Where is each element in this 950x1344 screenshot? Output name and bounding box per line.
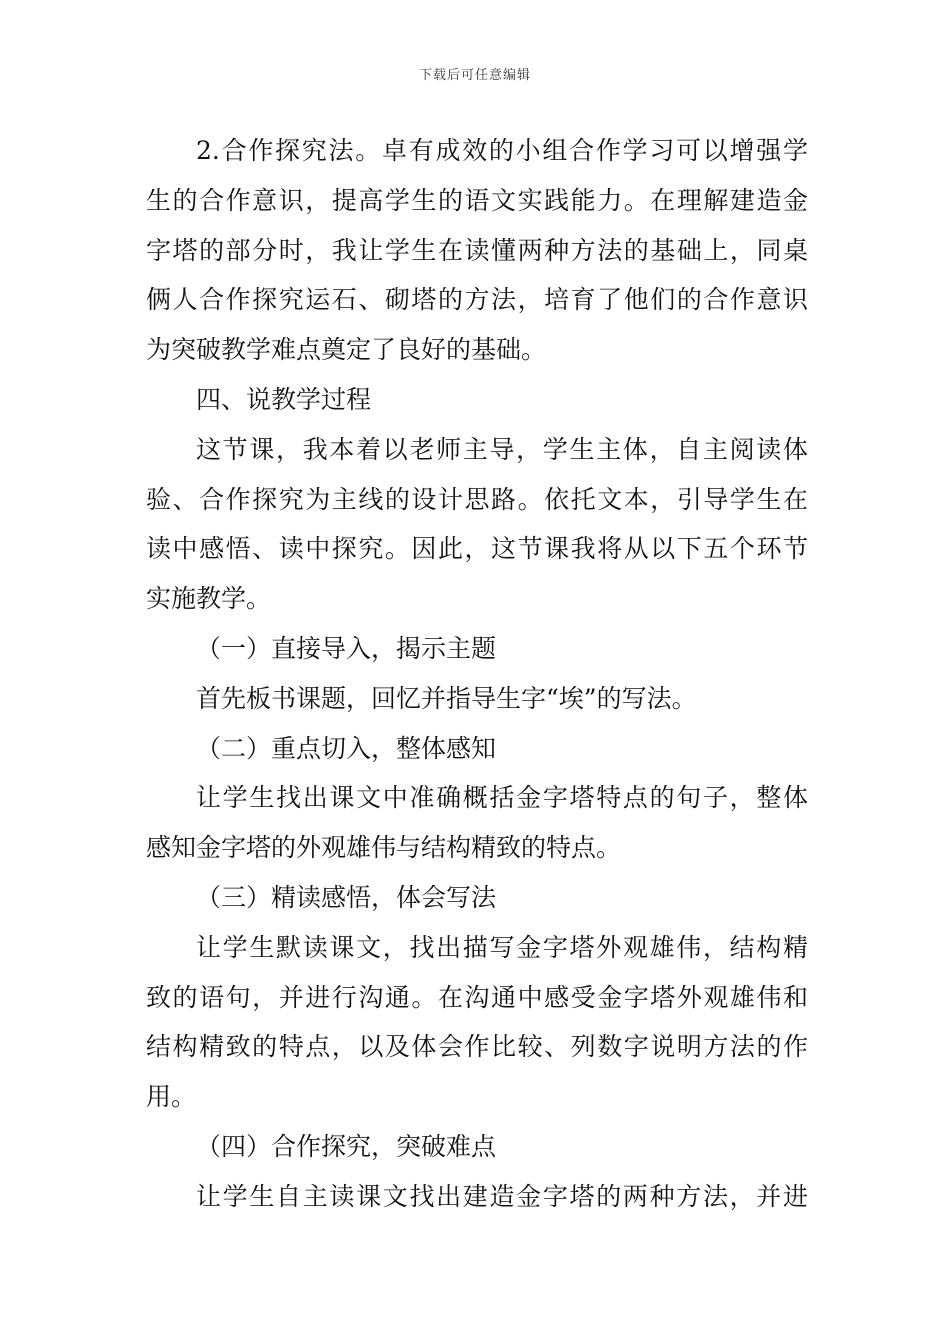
text-line: 让学生默读课文，找出描写金字塔外观雄伟，结构精 [196, 932, 808, 962]
text-line: 致的语句，并进行沟通。在沟通中感受金字塔外观雄伟和 [146, 982, 808, 1012]
text-line: 让学生自主读课文找出建造金字塔的两种方法，并进 [196, 1181, 808, 1211]
text-line: （三）精读感悟，体会写法 [196, 882, 497, 912]
text-line: 用。 [146, 1082, 197, 1112]
text-line: 读中感悟、读中探究。因此，这节课我将从以下五个环节 [146, 534, 808, 564]
text-line: 2.合作探究法。卓有成效的小组合作学习可以增强学 [196, 136, 808, 165]
text-line: （二）重点切入，整体感知 [196, 733, 497, 763]
text-line: 结构精致的特点，以及体会作比较、列数字说明方法的作 [146, 1032, 808, 1062]
page-header: 下载后可任意编辑 [418, 68, 531, 83]
text-line: （四）合作探究，突破难点 [196, 1131, 497, 1161]
text-line: 验、合作探究为主线的设计思路。依托文本，引导学生在 [146, 484, 808, 514]
text-line: 让学生找出课文中准确概括金字塔特点的句子，整体 [196, 783, 808, 813]
text-line: （一）直接导入，揭示主题 [196, 633, 497, 663]
text-line: 俩人合作探究运石、砌塔的方法，培育了他们的合作意识 [146, 285, 808, 315]
text-line: 实施教学。 [146, 584, 272, 614]
text-line: 首先板书课题，回忆并指导生字“埃”的写法。 [196, 683, 697, 713]
text-line: 为突破教学难点奠定了良好的基础。 [146, 335, 547, 365]
document-body [146, 126, 808, 1222]
text-line: 四、说教学过程 [196, 384, 372, 414]
text-line: 这节课，我本着以老师主导，学生主体，自主阅读体 [196, 434, 808, 464]
text-line: 感知金字塔的外观雄伟与结构精致的特点。 [146, 833, 622, 863]
text-line: 字塔的部分时，我让学生在读懂两种方法的基础上，同桌 [146, 235, 808, 265]
text-line: 生的合作意识，提高学生的语文实践能力。在理解建造金 [146, 185, 808, 215]
